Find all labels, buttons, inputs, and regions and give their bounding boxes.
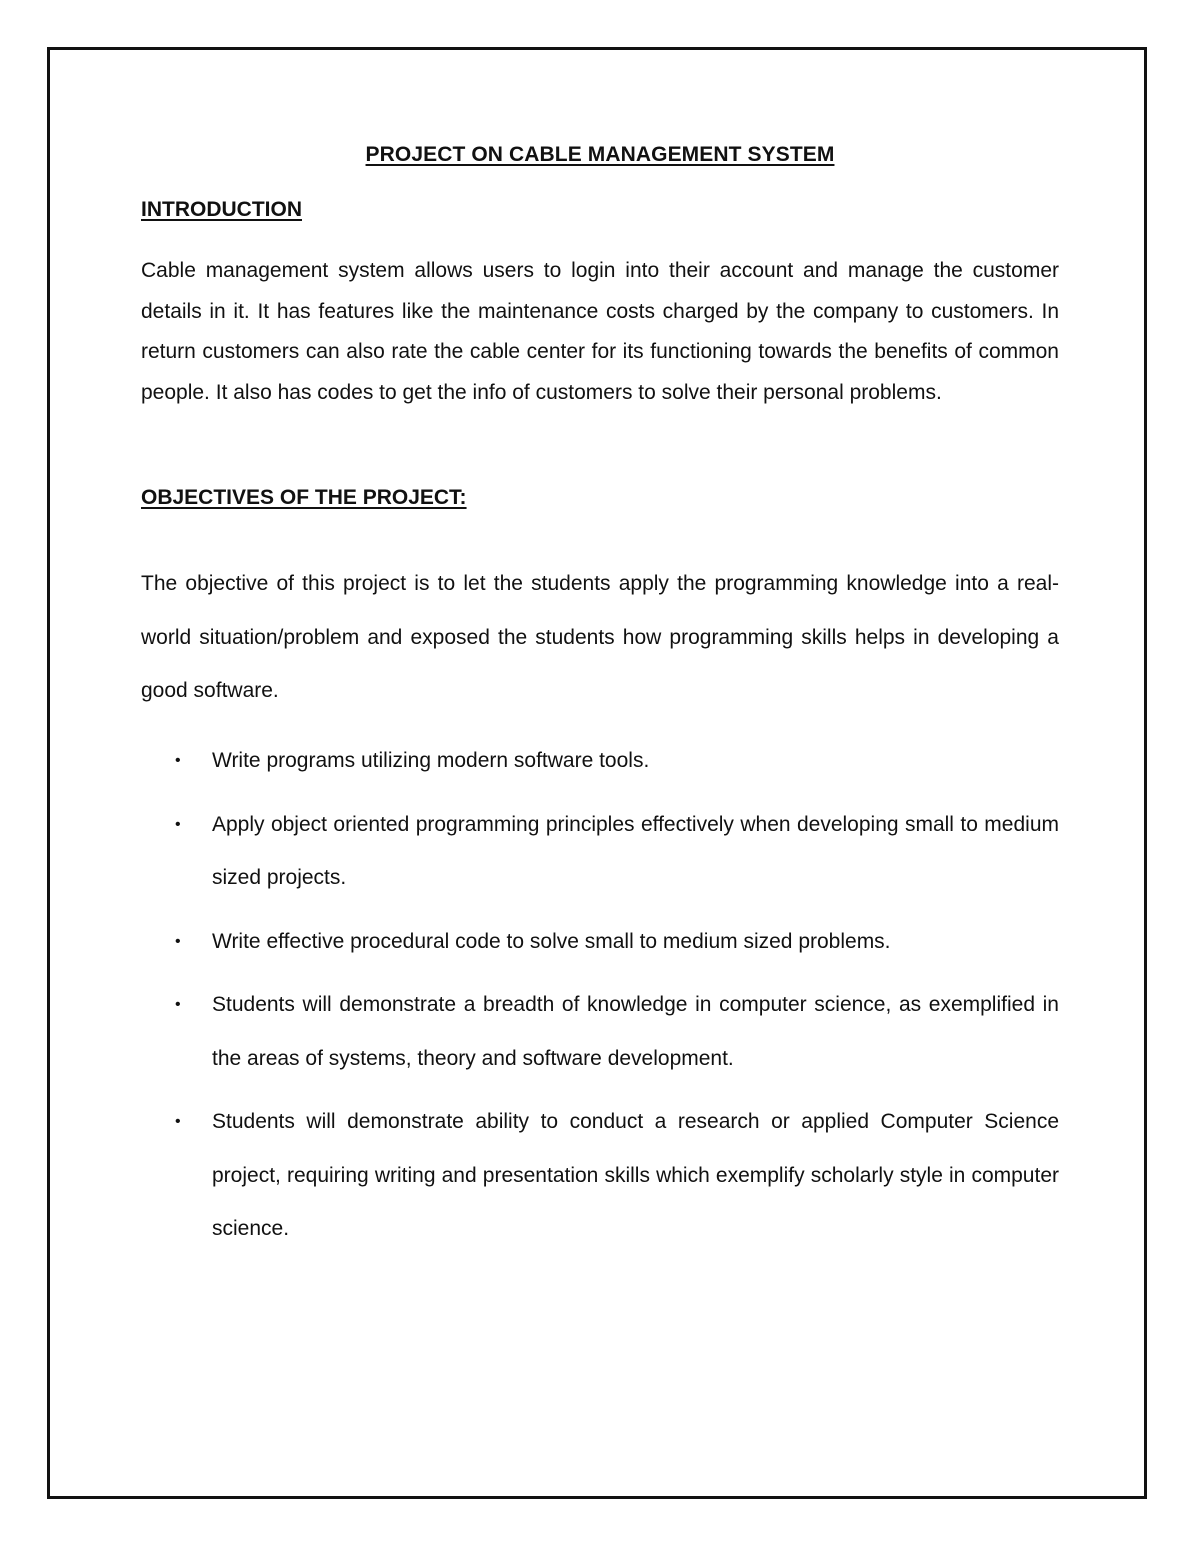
bullet-icon: •: [175, 815, 181, 833]
objectives-list: [141, 734, 1059, 1266]
bullet-icon: •: [175, 752, 181, 769]
bullet-icon: •: [175, 932, 181, 950]
introduction-heading: INTRODUCTION: [141, 198, 302, 221]
introduction-paragraph: Cable management system allows users to login into their account and manage the customer details in it. It has features like the maintenance costs charged by the company to customers. In return customers can also rate the cable center for its functioning towards the benefits of common people. It also has codes to get the info of customers to solve their personal problems.: [141, 259, 1059, 404]
document-title: PROJECT ON CABLE MANAGEMENT SYSTEM: [365, 143, 835, 166]
list-item-text: Apply object oriented programming principles effectively when developing small to medium sized projects.: [212, 812, 1059, 889]
list-item-text: Students will demonstrate ability to conduct a research or applied Computer Science project, requiring writing and presentation skills which exemplify scholarly style in computer science.: [212, 1110, 1059, 1240]
objectives-heading: OBJECTIVES OF THE PROJECT:: [141, 486, 467, 509]
list-item: [141, 734, 1059, 788]
bullet-icon: •: [175, 1113, 181, 1130]
list-item: [141, 915, 1059, 969]
list-item: [141, 798, 1059, 905]
list-item: [141, 978, 1059, 1085]
objectives-paragraph: The objective of this project is to let the students apply the programming knowledge into a real- world situation/problem and exposed the students how programming skills helps in developing a good software.: [141, 572, 1059, 702]
list-item-text: Write effective procedural code to solve small to medium sized problems.: [212, 929, 891, 953]
bullet-icon: •: [175, 996, 181, 1013]
list-item: [141, 1095, 1059, 1256]
list-item-text: Students will demonstrate a breadth of knowledge in computer science, as exemplified in the areas of systems, theory and software development.: [212, 993, 1059, 1070]
list-item-text: Write programs utilizing modern software tools.: [212, 749, 650, 772]
